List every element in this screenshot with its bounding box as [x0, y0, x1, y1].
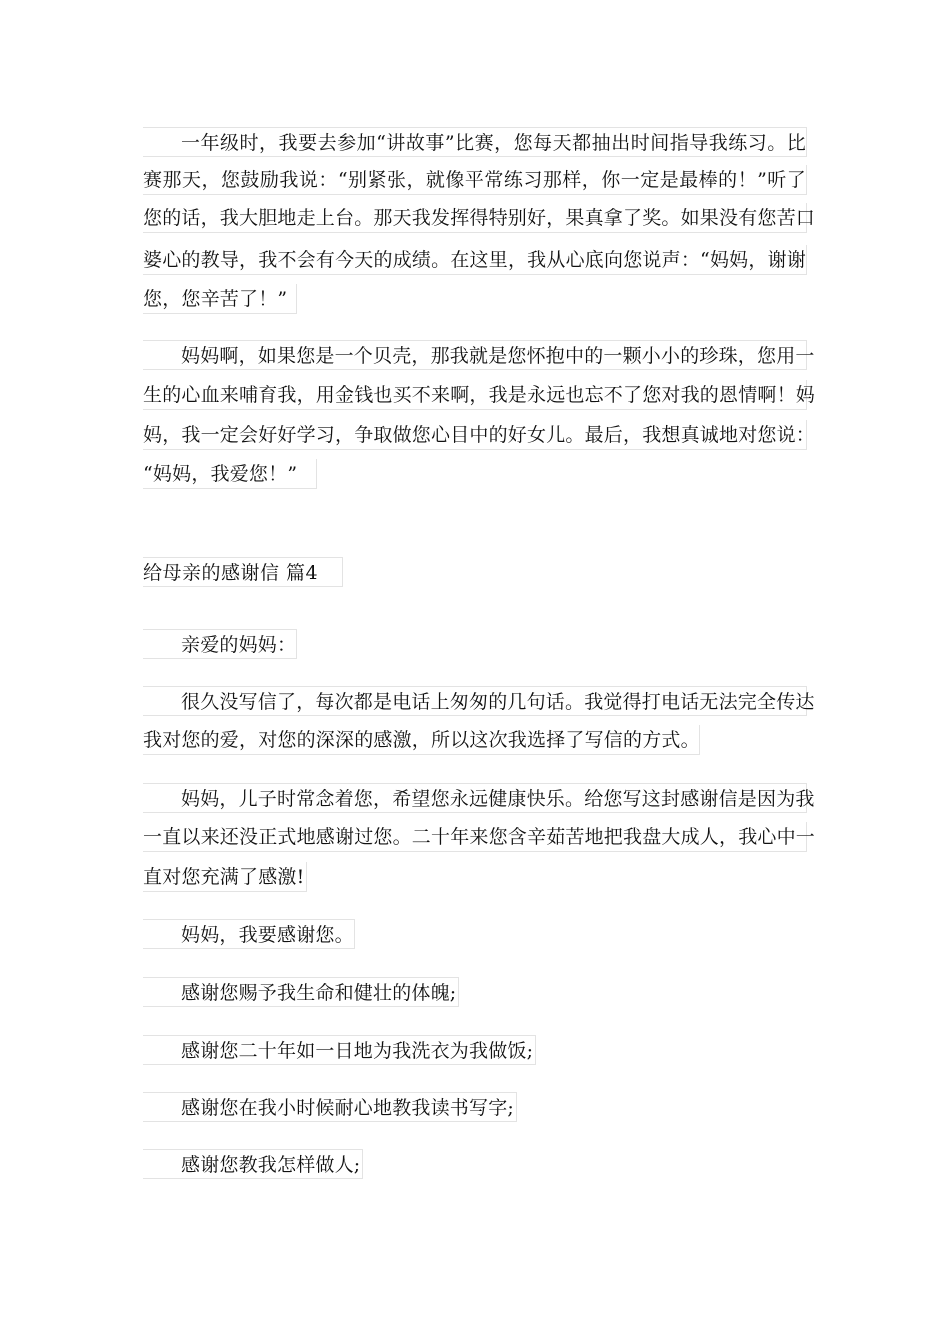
- paragraph-line: 感谢您二十年如一日地为我洗衣为我做饭;: [143, 1035, 536, 1065]
- paragraph-line: 妈妈，我要感谢您。: [143, 919, 355, 949]
- paragraph-line: 您，您辛苦了！”: [143, 284, 297, 314]
- paragraph-line: 生的心血来哺育我，用金钱也买不来啊，我是永远也忘不了您对我的恩情啊！妈: [143, 380, 807, 410]
- paragraph-line: 感谢您赐予我生命和健壮的体魄;: [143, 977, 459, 1007]
- paragraph-line: 您的话，我大胆地走上台。那天我发挥得特别好，果真拿了奖。如果没有您苦口: [143, 203, 807, 233]
- section-heading: 给母亲的感谢信 篇4: [143, 557, 343, 587]
- greeting-line: 亲爱的妈妈：: [143, 629, 297, 659]
- paragraph-line: “妈妈，我爱您！”: [143, 459, 317, 489]
- paragraph-line: 一年级时，我要去参加“讲故事”比赛，您每天都抽出时间指导我练习。比: [143, 127, 807, 157]
- paragraph-line: 妈妈，儿子时常念着您，希望您永远健康快乐。给您写这封感谢信是因为我: [143, 783, 807, 813]
- paragraph-line: 感谢您在我小时候耐心地教我读书写字;: [143, 1092, 517, 1122]
- paragraph-line: 妈，我一定会好好学习，争取做您心目中的好女儿。最后，我想真诚地对您说：: [143, 420, 807, 450]
- paragraph-line: 很久没写信了，每次都是电话上匆匆的几句话。我觉得打电话无法完全传达: [143, 686, 807, 716]
- paragraph-line: 婆心的教导，我不会有今天的成绩。在这里，我从心底向您说声：“妈妈，谢谢: [143, 245, 807, 275]
- paragraph-line: 直对您充满了感激!: [143, 862, 307, 892]
- paragraph-line: 感谢您教我怎样做人;: [143, 1149, 363, 1179]
- paragraph-line: 我对您的爱，对您的深深的感激，所以这次我选择了写信的方式。: [143, 725, 700, 755]
- paragraph-line: 妈妈啊，如果您是一个贝壳，那我就是您怀抱中的一颗小小的珍珠，您用一: [143, 340, 807, 370]
- paragraph-line: 赛那天，您鼓励我说：“别紧张，就像平常练习那样，你一定是最棒的！”听了: [143, 165, 807, 195]
- paragraph-line: 一直以来还没正式地感谢过您。二十年来您含辛茹苦地把我盘大成人，我心中一: [143, 822, 807, 852]
